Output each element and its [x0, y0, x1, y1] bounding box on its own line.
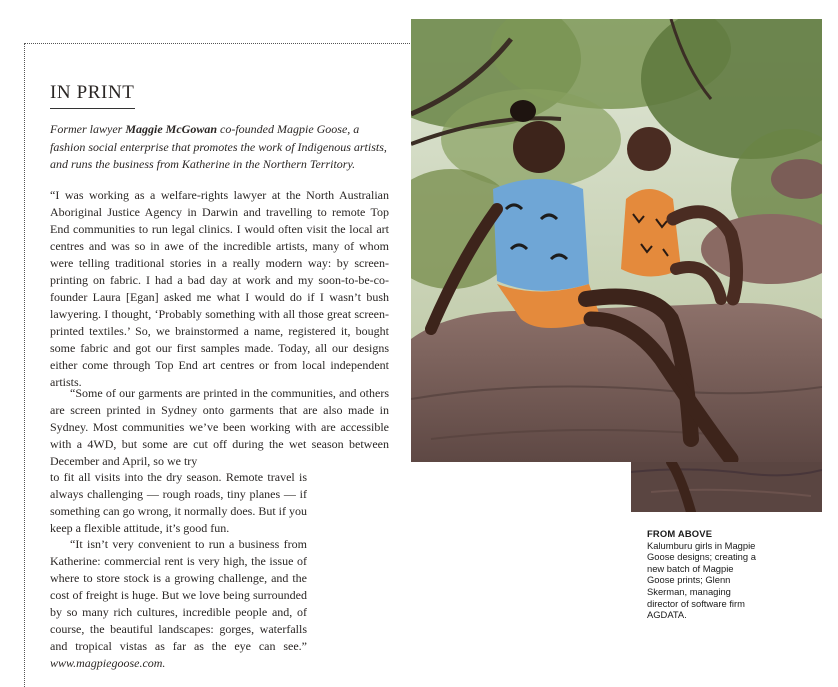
- photo-girls-on-rock: [411, 19, 822, 462]
- photo-rock-base: [631, 462, 822, 512]
- website-link[interactable]: www.magpiegoose.com.: [50, 656, 166, 670]
- section-title: IN PRINT: [50, 82, 135, 109]
- photo-caption: [647, 528, 757, 621]
- body-paragraph-3-text: “It isn’t very convenient to run a business from Katherine: commercial rent is very high, the issue of where to store stock is a growing challenge, and the cost of freight is huge. But we love being surrounded by so many rich cultures, incredible people and, of course, the beautiful landscapes: gorges, waterfalls and tropical vistas as far as the eye can see.”: [50, 537, 307, 653]
- photo-rock-base-illustration: [631, 462, 822, 512]
- body-paragraph-2: “Some of our garments are printed in the communities, and others are screen printed in Sydney onto garments that are also made in Sydney. Most communities we’ve been working with are accessible with a 4WD, but some are cut off during the wet season between December and April, so we try: [50, 386, 389, 468]
- intro-after: co-founded Magpie Goose, a fashion social enterprise that promotes the work of Indigenous artists, and runs the business from Katherine in the Northern Territory.: [50, 122, 387, 172]
- dotted-border-top: [24, 43, 412, 44]
- intro-before: Former lawyer: [50, 122, 126, 136]
- photo-girls-illustration: [411, 19, 822, 462]
- dotted-border-left: [24, 43, 25, 687]
- body-paragraph-2-continued: to fit all visits into the dry season. Remote travel is always challenging — rough roads, tiny planes — if something can go wrong, it normally does. But if you keep a flexible attitude, it’s good fun.: [50, 470, 307, 535]
- intro-name: Maggie McGowan: [125, 122, 217, 136]
- body-paragraph-3: [50, 536, 307, 672]
- caption-text: Kalumburu girls in Magpie Goose designs; creating a new batch of Magpie Goose prints; Glenn Skerman, managing director of software firm AGDATA.: [647, 539, 756, 621]
- intro-text: [50, 121, 396, 174]
- caption-title: FROM ABOVE: [647, 528, 713, 539]
- body-paragraph-1: “I was working as a welfare-rights lawyer at the North Australian Aboriginal Justice Agency in Darwin and travelling to remote Top End communities to run legal clinics. I would often visit the local art centres and was so in awe of the incredible artists, many of whom were telling traditional stories in a really modern way: by screen-printing on fabric. I had a bad day at work and my soon-to-be-co-founder Laura [Egan] asked me what I would do if I wasn’t bush lawyering. I thought, ‘Probably something with all those great screen-printed textiles.’ So, we brainstormed a name, registered it, bought some fabric and got our first samples made. Today, all our designs either come through Top End art centres or from local independent artists.: [50, 188, 389, 389]
